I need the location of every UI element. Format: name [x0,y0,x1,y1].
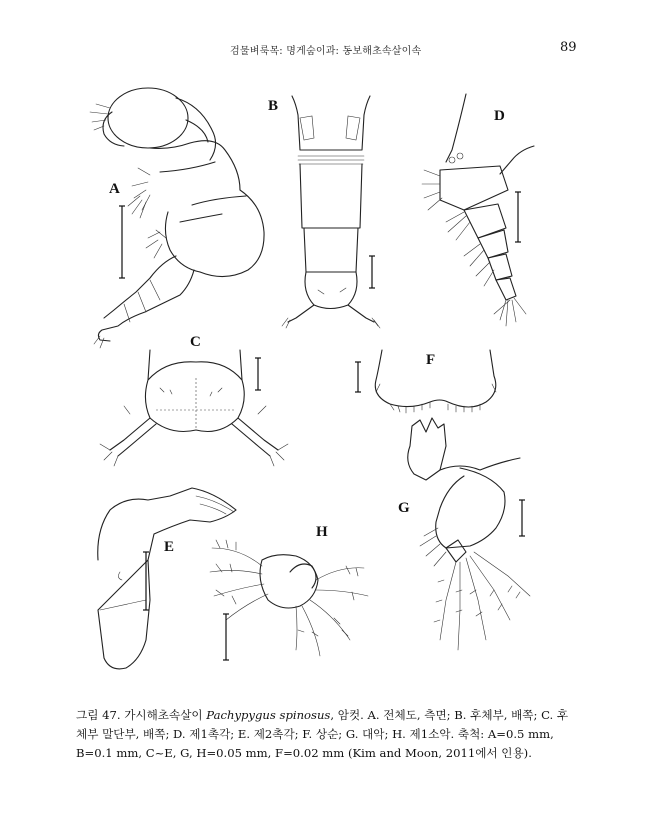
panel-label-e: E [164,539,175,555]
panel-h-drawing [210,540,368,656]
panel-label-h: H [316,524,328,540]
caption-suffix: , 암컷. A. 전체도, 측면; B. 후체부, 배쪽; C. 후체부 말단부, 배쪽; D. 제1촉각; E. 제2촉각; F. 상순; G. 대악; H. 제1소악. 축척: A=0.5 mm, B=0.1 mm, C~E, G, H=0.05 mm, F=0.02 mm (Kim and Moon, 2011에서 인용). [76,708,569,760]
panel-label-b: B [268,98,279,114]
panel-f-drawing [375,350,496,413]
panel-a-drawing [90,88,264,348]
running-head: 검물벼룩목: 명게숨이과: 동보해초속살이속 [230,46,422,57]
figure-caption [76,706,576,763]
panel-label-a: A [109,181,120,197]
panel-e-drawing [98,488,236,669]
panel-g-drawing [408,418,530,650]
panel-b-drawing [282,96,380,328]
page-number: 89 [560,40,577,55]
panel-label-f: F [426,352,436,368]
panel-label-d: D [494,108,505,124]
panel-label-c: C [190,334,201,350]
panel-c-drawing [100,350,288,466]
caption-species: Pachypygus spinosus [206,708,331,722]
panel-label-g: G [398,500,410,516]
caption-prefix: 그림 47. 가시해초속살이 [76,708,207,722]
panel-d-drawing [422,94,534,326]
